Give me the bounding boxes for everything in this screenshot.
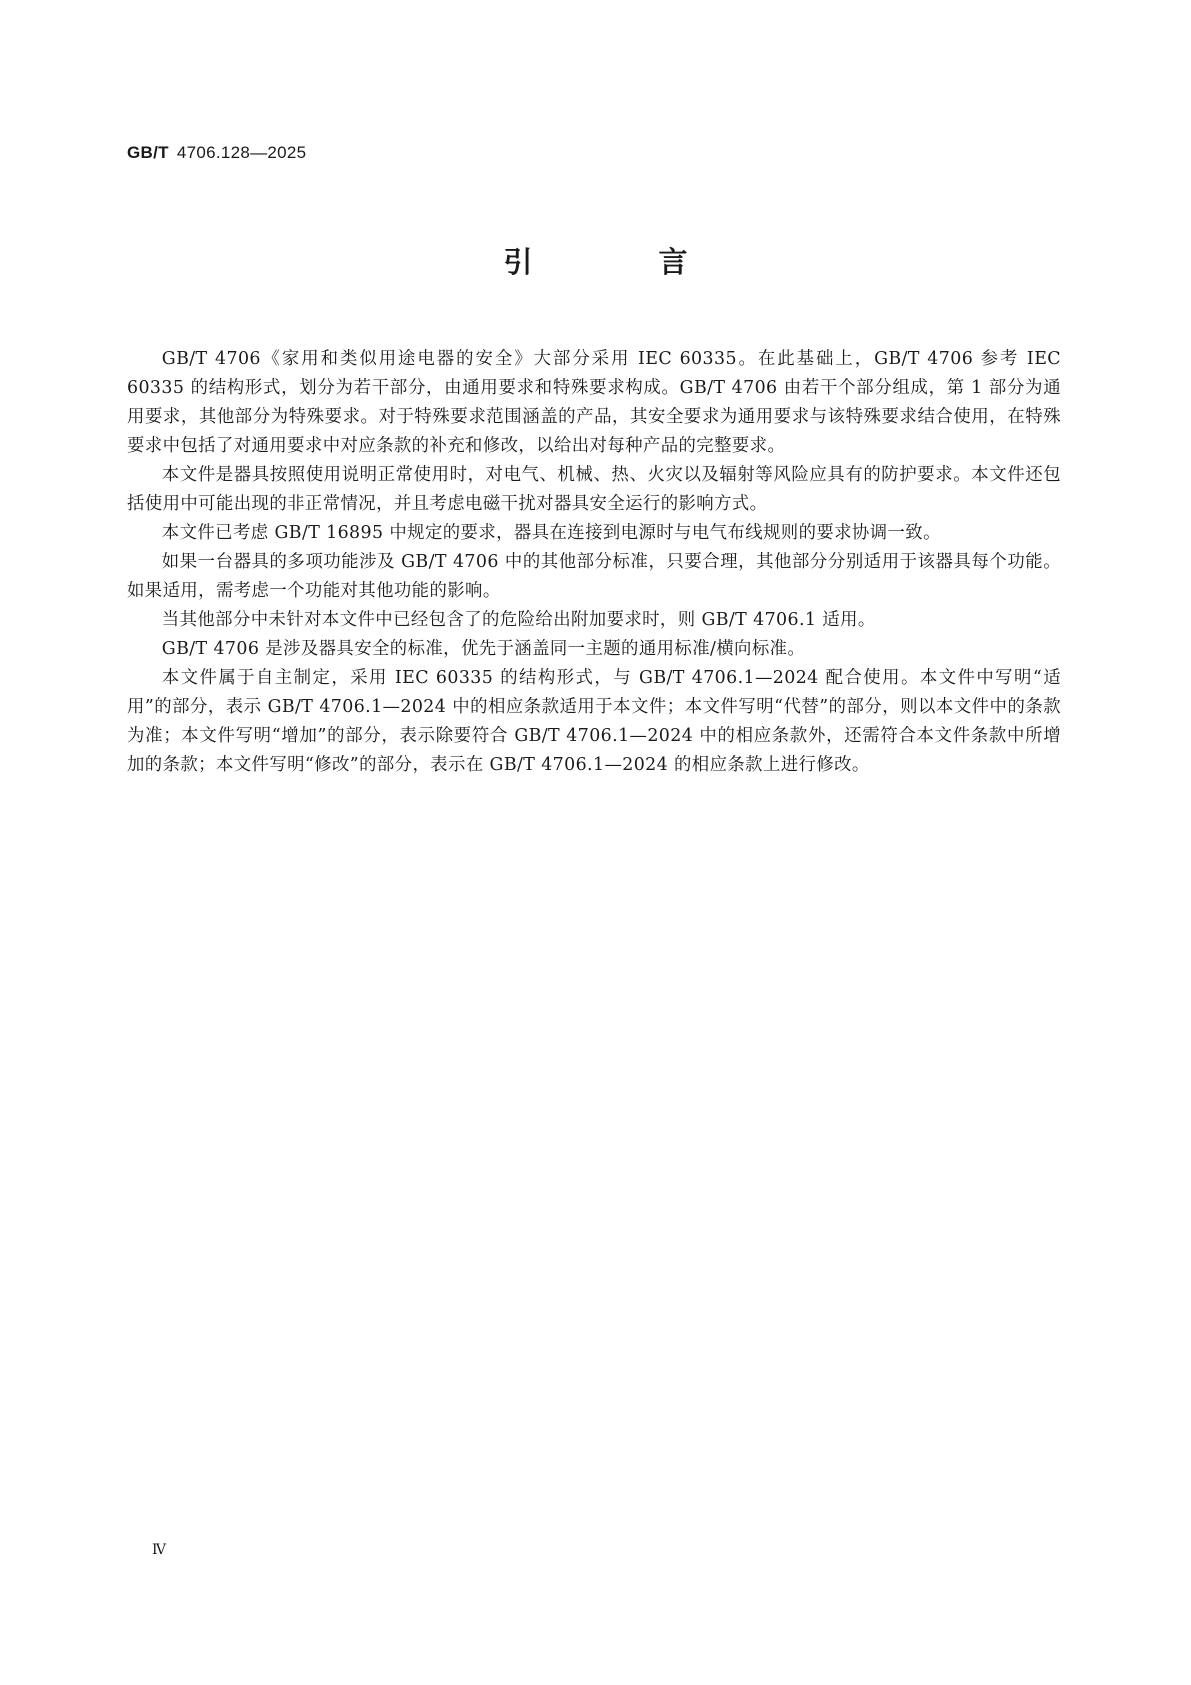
paragraph: 本文件是器具按照使用说明正常使用时，对电气、机械、热、火灾以及辐射等风险应具有的防护要求。本文件还包括使用中可能出现的非正常情况，并且考虑电磁干扰对器具安全运行的影响方式。 (127, 465, 1061, 514)
paragraph: 当其他部分中未针对本文件中已经包含了的危险给出附加要求时，则 GB/T 4706.1 适用。 (161, 610, 876, 630)
page-title: 引 言 (503, 245, 746, 279)
introduction-body (127, 345, 1061, 780)
paragraph: GB/T 4706 是涉及器具安全的标准，优先于涵盖同一主题的通用标准/横向标准。 (161, 639, 806, 659)
document-code (127, 143, 306, 163)
paragraph: GB/T 4706《家用和类似用途电器的安全》大部分采用 IEC 60335。在此基础上，GB/T 4706 参考 IEC 60335 的结构形式，划分为若干部分，由通用要求和特殊要求构成。GB/T 4706 由若干个部分组成，第 1 部分为通用要求，其他部分为特殊要求。对于特殊要求范围涵盖的产品，其安全要求为通用要求与该特殊要求结合使用，在特殊要求中包括了对通用要求中对应条款的补充和修改，以给出对每种产品的完整要求。 (127, 349, 1061, 456)
paragraph: 本文件属于自主制定，采用 IEC 60335 的结构形式，与 GB/T 4706.1—2024 配合使用。本文件中写明“适用”的部分，表示 GB/T 4706.1—2024 中的相应条款适用于本文件；本文件写明“代替”的部分，则以本文件中的条款为准；本文件写明“增加”的部分，表示除要符合 GB/T 4706.1—2024 中的相应条款外，还需符合本文件条款中所增加的条款；本文件写明“修改”的部分，表示在 GB/T 4706.1—2024 的相应条款上进行修改。 (127, 668, 1061, 775)
document-code-prefix: GB/T (127, 143, 169, 162)
paragraph: 如果一台器具的多项功能涉及 GB/T 4706 中的其他部分标准，只要合理，其他部分分别适用于该器具每个功能。如果适用，需考虑一个功能对其他功能的影响。 (127, 552, 1061, 601)
page-number: Ⅳ (152, 1542, 166, 1558)
paragraph: 本文件已考虑 GB/T 16895 中规定的要求，器具在连接到电源时与电气布线规则的要求协调一致。 (161, 523, 941, 543)
document-code-number: 4706.128—2025 (176, 143, 307, 162)
